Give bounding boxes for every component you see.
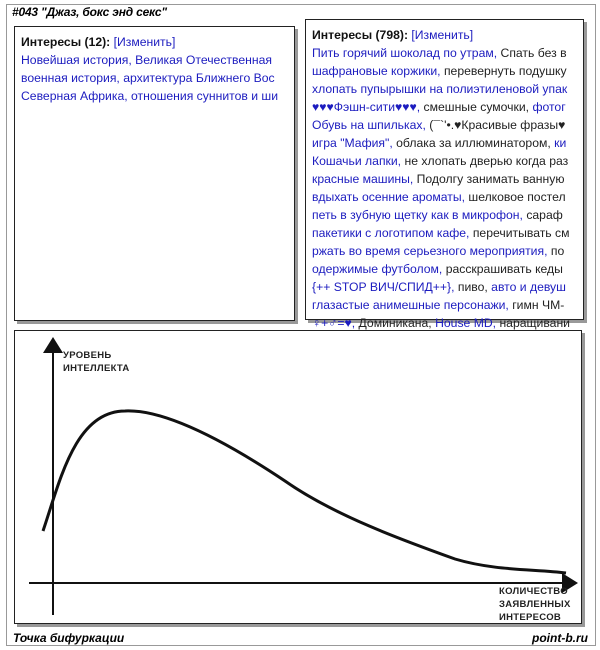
interest-item[interactable]: (¯`'•.♥Красивые фразы♥ xyxy=(429,118,566,132)
interests-line xyxy=(312,116,583,134)
interests-count-heading: Интересы (798): xyxy=(312,28,409,42)
interests-line xyxy=(312,206,583,224)
interest-item[interactable]: House MD, xyxy=(435,316,500,330)
interest-item[interactable]: пакетики с логотипом кафе, xyxy=(312,226,473,240)
interests-panel-small xyxy=(14,26,295,321)
interests-line: военная история, архитектура Ближнего Вос xyxy=(21,71,275,85)
comic-title: #043 "Джаз, бокс энд секс" xyxy=(12,5,167,19)
y-axis-label-line: УРОВЕНЬ xyxy=(63,350,112,361)
interest-item[interactable]: Доминикана, xyxy=(358,316,436,330)
interest-item[interactable]: Обувь на шпильках, xyxy=(312,118,430,132)
interest-item[interactable]: ржать во время серьезного мероприятия, xyxy=(312,244,551,258)
x-axis-label xyxy=(499,585,589,624)
interest-item[interactable]: облака за иллюминатором, xyxy=(396,136,555,150)
interests-line: Новейшая история, Великая Отечественная xyxy=(21,53,272,67)
interests-line xyxy=(312,224,583,242)
interest-item[interactable]: Спать без в xyxy=(500,46,567,60)
y-axis-label-line: ИНТЕЛЛЕКТА xyxy=(63,363,130,374)
y-axis-label xyxy=(63,349,163,375)
interest-item[interactable]: Подолгу занимать ванную xyxy=(416,172,565,186)
interest-item[interactable]: ♥♥♥Фэшн-сити♥♥♥, xyxy=(312,100,424,114)
interests-line xyxy=(312,152,583,170)
interest-item[interactable]: перевернуть подушку xyxy=(443,64,567,78)
interests-heading-row xyxy=(312,26,583,44)
interest-item[interactable]: сараф xyxy=(526,208,563,222)
interest-item[interactable]: пиво, xyxy=(457,280,492,294)
interests-line xyxy=(312,278,583,296)
interests-line: Северная Африка, отношения суннитов и ши xyxy=(21,89,278,103)
edit-link[interactable]: [Изменить] xyxy=(113,35,176,49)
interests-line xyxy=(312,80,583,98)
interest-item[interactable]: фотог xyxy=(532,100,566,114)
interest-item[interactable]: смешные сумочки, xyxy=(423,100,533,114)
interests-line xyxy=(312,296,583,314)
x-axis-label-line: ИНТЕРЕСОВ xyxy=(499,612,562,623)
interests-line xyxy=(312,242,583,260)
interest-item[interactable]: наращивани xyxy=(499,316,570,330)
interest-item[interactable]: расскрашивать кеды xyxy=(445,262,563,276)
interest-item[interactable]: {++ STOP ВИЧ/СПИД++}, xyxy=(312,280,458,294)
x-axis-label-line: ЗАЯВЛЕННЫХ xyxy=(499,599,571,610)
interests-line xyxy=(312,44,583,62)
interests-line xyxy=(312,170,583,188)
bifurcation-graph-panel xyxy=(14,330,582,624)
interests-count-heading: Интересы (12): xyxy=(21,35,111,49)
interest-item[interactable]: шелковое постел xyxy=(468,190,566,204)
interest-item[interactable]: вдыхать осенние ароматы, xyxy=(312,190,469,204)
intellect-curve xyxy=(43,411,566,573)
interests-line xyxy=(312,62,583,80)
interests-text-large xyxy=(306,20,583,350)
interests-text-small xyxy=(15,27,294,105)
interest-item[interactable]: Кошачьи лапки, xyxy=(312,154,405,168)
interests-line xyxy=(312,98,583,116)
interest-item[interactable]: по xyxy=(550,244,565,258)
interest-item[interactable]: перечитывать см xyxy=(472,226,570,240)
interests-heading-row xyxy=(21,33,294,51)
interests-line xyxy=(312,260,583,278)
x-axis-label-line: КОЛИЧЕСТВО xyxy=(499,586,568,597)
interests-line xyxy=(312,188,583,206)
interest-item[interactable]: Пить горячий шоколад по утрам, xyxy=(312,46,501,60)
footer-series-name: Точка бифуркации xyxy=(13,631,125,645)
interest-item[interactable]: не хлопать дверью когда раз xyxy=(404,154,569,168)
interest-item[interactable]: глазастые анимешные персонажи, xyxy=(312,298,513,312)
interest-item[interactable]: шафрановые коржики, xyxy=(312,64,444,78)
interests-panel-large xyxy=(305,19,584,330)
interests-line xyxy=(312,134,583,152)
interest-item[interactable]: петь в зубную щетку как в микрофон, xyxy=(312,208,527,222)
interest-item[interactable]: хлопать пупырышки на полиэтиленовой упак xyxy=(312,82,568,96)
interest-item[interactable]: одержимые футболом, xyxy=(312,262,446,276)
footer-site-link[interactable]: point-b.ru xyxy=(532,631,588,645)
edit-link[interactable]: [Изменить] xyxy=(411,28,474,42)
interest-item[interactable]: игра "Мафия", xyxy=(312,136,397,150)
interest-item[interactable]: гимн ЧМ- xyxy=(512,298,565,312)
interest-item[interactable]: красные машины, xyxy=(312,172,417,186)
interest-item[interactable]: ♀+♂=♥, xyxy=(312,316,359,330)
interest-item[interactable]: ки xyxy=(554,136,567,150)
interest-item[interactable]: авто и девуш xyxy=(491,280,566,294)
